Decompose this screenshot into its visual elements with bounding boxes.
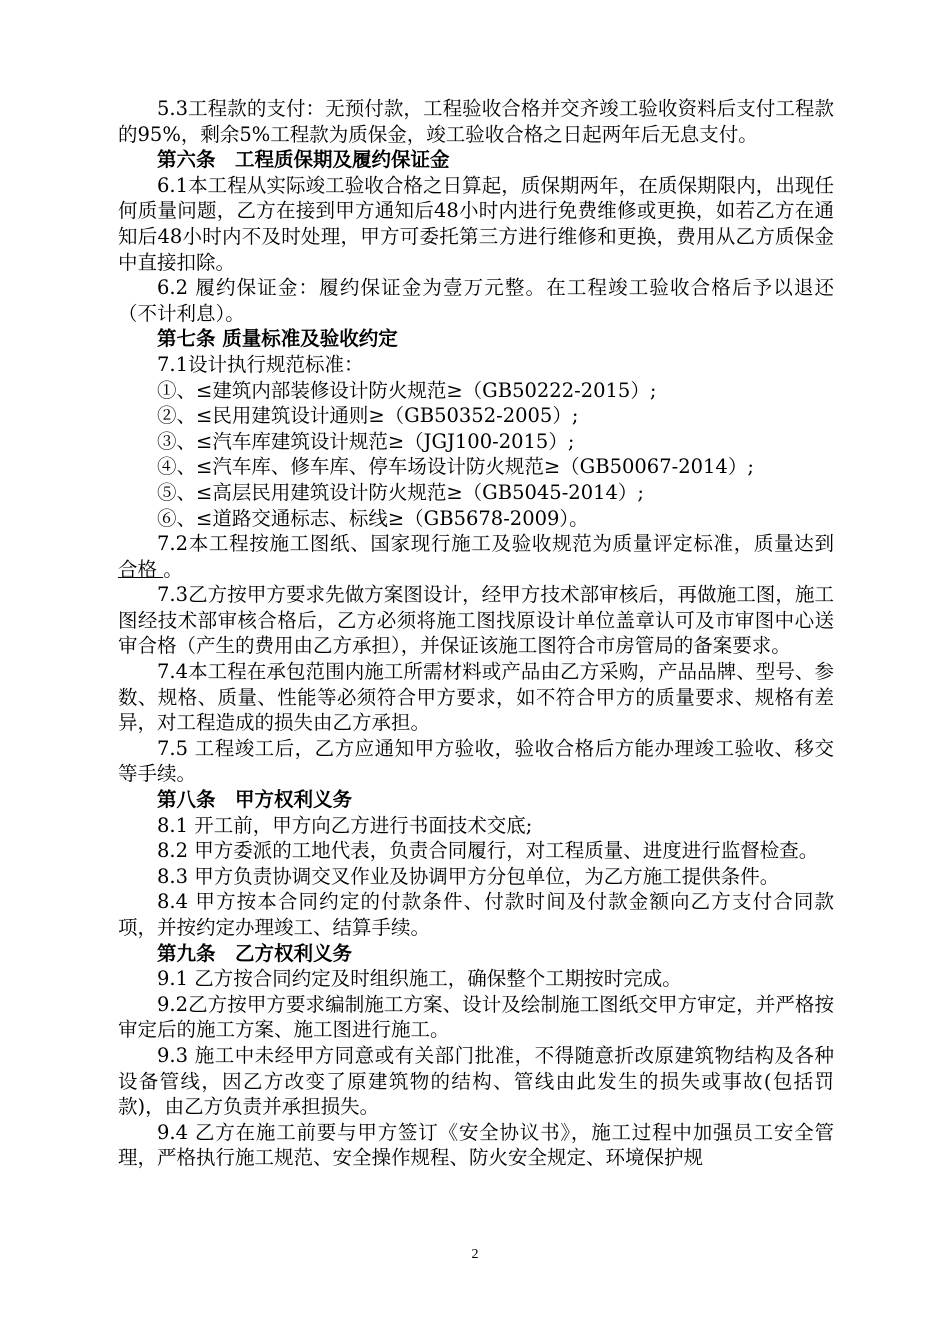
paragraph: 7.1设计执行规范标准： — [157, 352, 364, 376]
section-heading: 第九条 乙方权利义务 — [157, 941, 353, 965]
paragraph: 7.5 工程竣工后，乙方应通知甲方验收，验收合格后方能办理竣工验收、移交等手续。 — [118, 736, 834, 786]
paragraph: 5.3工程款的支付：无预付款，工程验收合格并交齐竣工验收资料后支付工程款的95%，剩余5%工程款为质保金，竣工验收合格之日起两年后无息支付。 — [118, 97, 834, 146]
page-number: 2 — [471, 1247, 479, 1262]
paragraph-text: 。 — [163, 557, 183, 581]
paragraph — [118, 531, 834, 582]
section-heading: 第七条 质量标准及验收约定 — [157, 327, 398, 351]
paragraph: 6.2 履约保证金：履约保证金为壹万元整。在工程竣工验收合格后予以退还（不计利息）。 — [118, 276, 834, 325]
paragraph: 9.2乙方按甲方要求编制施工方案、设计及绘制施工图纸交甲方审定，并严格按审定后的施工方案、施工图进行施工。 — [118, 992, 834, 1042]
paragraph: 8.3 甲方负责协调交叉作业及协调甲方分包单位，为乙方施工提供条件。 — [157, 864, 780, 888]
paragraph: ②、≤民用建筑设计通则≥（GB50352-2005）; — [157, 404, 579, 428]
section-heading: 第六条 工程质保期及履约保证金 — [157, 148, 450, 172]
paragraph: 8.2 甲方委派的工地代表，负责合同履行，对工程质量、进度进行监督检查。 — [157, 839, 819, 863]
paragraph: 9.1 乙方按合同约定及时组织施工，确保整个工期按时完成。 — [157, 967, 682, 991]
section-heading: 第八条 甲方权利义务 — [157, 788, 353, 812]
paragraph: ⑤、≤高层民用建筑设计防火规范≥（GB5045-2014）; — [157, 480, 644, 504]
paragraph: 9.4 乙方在施工前要与甲方签订《安全协议书》，施工过程中加强员工安全管理，严格执行施工规范、安全操作规程、防火安全规定、环境保护规 — [118, 1120, 834, 1170]
paragraph: 9.3 施工中未经甲方同意或有关部门批准，不得随意折改原建筑物结构及各种设备管线，因乙方改变了原建筑物的结构、管线由此发生的损失或事故(包括罚款)，由乙方负责并承担损失。 — [118, 1043, 834, 1119]
paragraph-text: 7.2本工程按施工图纸、国家现行施工及验收规范为质量评定标准，质量达到 — [157, 532, 834, 556]
paragraph: ④、≤汽车库、修车库、停车场设计防火规范≥（GB50067-2014）; — [157, 455, 754, 479]
paragraph: ⑥、≤道路交通标志、标线≥（GB5678-2009）。 — [157, 506, 589, 530]
underlined-fill-in: 合格 — [118, 557, 164, 581]
paragraph: 8.4 甲方按本合同约定的付款条件、付款时间及付款金额向乙方支付合同款项，并按约定办理竣工、结算手续。 — [118, 890, 834, 939]
paragraph: 6.1本工程从实际竣工验收合格之日算起，质保期两年，在质保期限内，出现任何质量问题，乙方在接到甲方通知后48小时内进行免费维修或更换，如若乙方在通知后48小时内不及时处理，甲方可委托第三方进行维修和更换，费用从乙方质保金中直接扣除。 — [118, 173, 834, 274]
paragraph: 8.1 开工前，甲方向乙方进行书面技术交底; — [157, 813, 533, 837]
document-body — [118, 96, 834, 1171]
paragraph: 7.3乙方按甲方要求先做方案图设计，经甲方技术部审核后，再做施工图，施工图经技术部审核合格后，乙方必须将施工图找原设计单位盖章认可及市审图中心送审合格（产生的费用由乙方承担），并保证该施工图符合市房管局的备案要求。 — [118, 583, 834, 658]
paragraph: ③、≤汽车库建筑设计规范≥（JGJ100-2015）; — [157, 429, 575, 453]
paragraph: 7.4本工程在承包范围内施工所需材料或产品由乙方采购，产品品牌、型号、参数、规格、质量、性能等必须符合甲方要求，如不符合甲方的质量要求、规格有差异，对工程造成的损失由乙方承担。 — [118, 660, 834, 735]
paragraph: ①、≤建筑内部装修设计防火规范≥（GB50222-2015）; — [157, 378, 657, 402]
